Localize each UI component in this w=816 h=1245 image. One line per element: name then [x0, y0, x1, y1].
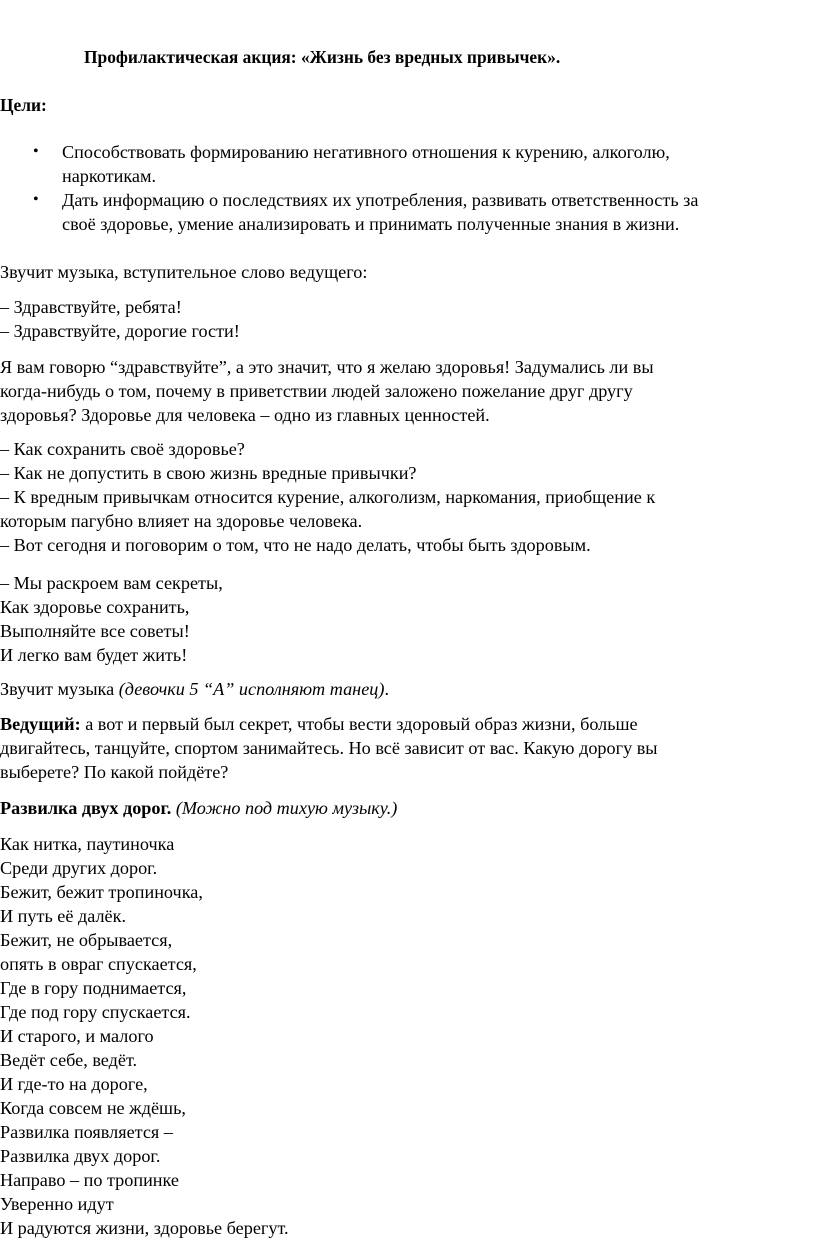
greeting-line: – Здравствуйте, дорогие гости!	[0, 321, 240, 341]
poem-path	[0, 832, 810, 1240]
questions-paragraph	[0, 437, 810, 557]
poem-line: И старого, и малого	[0, 1026, 154, 1046]
bullet-icon: •	[33, 143, 39, 160]
fork-line	[0, 796, 810, 820]
poem-line: Бежит, бежит тропиночка,	[0, 882, 203, 902]
speech-line: Я вам говорю “здравствуйте”, а это значит, что я желаю здоровья! Задумались ли вы	[0, 357, 654, 377]
poem-line: И легко вам будет жить!	[0, 645, 188, 665]
speech-paragraph	[0, 355, 810, 427]
poem-line: Выполняйте все советы!	[0, 621, 190, 641]
intro-line: Звучит музыка, вступительное слово ведущего:	[0, 262, 368, 282]
question-line: – Вот сегодня и поговорим о том, что не надо делать, чтобы быть здоровым.	[0, 535, 591, 555]
poem-line: Развилка двух дорог.	[0, 1146, 161, 1166]
poem-line: опять в овраг спускается,	[0, 954, 197, 974]
poem-line: Где под гору спускается.	[0, 1002, 191, 1022]
music-note-end: .	[384, 679, 389, 699]
host-line: двигайтесь, танцуйте, спортом занимайтесь. Но всё зависит от вас. Какую дорогу вы	[0, 738, 658, 758]
intro-paragraph	[0, 260, 810, 284]
poem-line: И радуются жизни, здоровье берегут.	[0, 1218, 289, 1238]
poem-line: – Мы раскроем вам секреты,	[0, 573, 223, 593]
poem-line: Когда совсем не ждёшь,	[0, 1098, 186, 1118]
poem-secrets	[0, 571, 810, 667]
speech-line: когда-нибудь о том, почему в приветствии людей заложено пожелание друг другу	[0, 381, 633, 401]
poem-line: Как здоровье сохранить,	[0, 597, 190, 617]
poem-line: И путь её далёк.	[0, 906, 127, 926]
music-note-italic: (девочки 5 “А” исполняют танец)	[118, 679, 385, 699]
host-paragraph	[0, 712, 810, 784]
poem-line: Направо – по тропинке	[0, 1170, 179, 1190]
host-line: выберете? По какой пойдёте?	[0, 762, 229, 782]
document-title: Профилактическая акция: «Жизнь без вредных привычек».	[84, 47, 561, 67]
poem-line: Уверенно идут	[0, 1194, 114, 1214]
fork-label: Развилка двух дорог.	[0, 798, 172, 818]
poem-line: Бежит, не обрывается,	[0, 930, 173, 950]
music-note	[0, 677, 810, 701]
poem-line: Где в гору поднимается,	[0, 978, 187, 998]
fork-heading	[0, 796, 810, 820]
host-line	[0, 712, 810, 736]
goals-list	[0, 140, 805, 236]
music-note-line	[0, 677, 810, 701]
goal-line: наркотикам.	[62, 166, 157, 186]
goal-line: своё здоровье, умение анализировать и принимать полученные знания в жизни.	[62, 214, 680, 234]
greetings-paragraph	[0, 295, 810, 343]
question-line: – Как сохранить своё здоровье?	[0, 439, 245, 459]
poem-line: Как нитка, паутиночка	[0, 834, 175, 854]
speech-line: здоровья? Здоровье для человека – одно из главных ценностей.	[0, 405, 490, 425]
goal-item	[0, 188, 805, 236]
goal-item	[0, 140, 805, 188]
host-text: а вот и первый был секрет, чтобы вести здоровый образ жизни, больше	[80, 714, 638, 734]
poem-line: Ведёт себе, ведёт.	[0, 1050, 138, 1070]
goal-line: Дать информацию о последствиях их употребления, развивать ответственность за	[62, 190, 699, 210]
host-label: Ведущий:	[0, 714, 81, 734]
goals-heading: Цели:	[0, 95, 47, 115]
question-line: – Как не допустить в свою жизнь вредные привычки?	[0, 463, 417, 483]
fork-note: (Можно под тихую музыку.)	[171, 798, 398, 818]
bullet-icon: •	[33, 191, 39, 208]
poem-line: Развилка появляется –	[0, 1122, 173, 1142]
poem-line: И где-то на дороге,	[0, 1074, 148, 1094]
question-line: – К вредным привычкам относится курение, алкоголизм, наркомания, приобщение к	[0, 487, 656, 507]
question-line: которым пагубно влияет на здоровье человека.	[0, 511, 363, 531]
music-note-text: Звучит музыка	[0, 679, 119, 699]
poem-line: Среди других дорог.	[0, 858, 158, 878]
goal-line: Способствовать формированию негативного отношения к курению, алкоголю,	[62, 142, 670, 162]
greeting-line: – Здравствуйте, ребята!	[0, 297, 182, 317]
